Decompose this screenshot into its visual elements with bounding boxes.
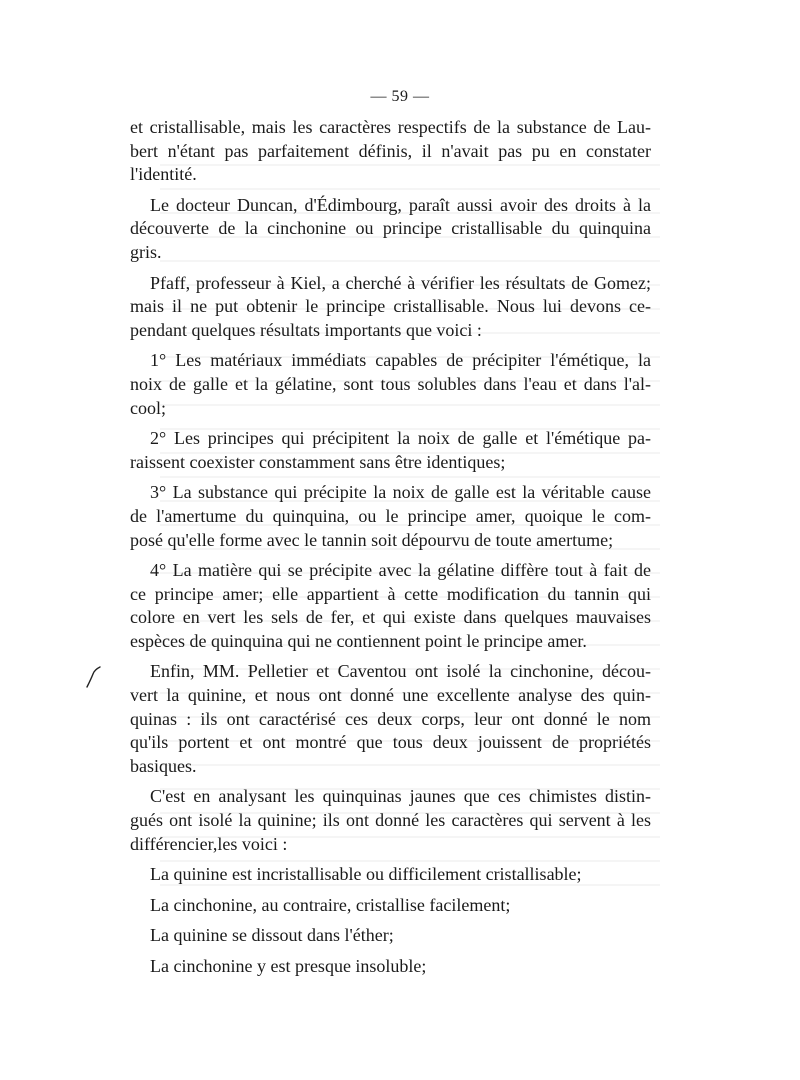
paragraph-gap	[130, 856, 651, 863]
text-line: 1° Les matériaux immédiats capables de précipiter l'émétique, la	[150, 350, 651, 371]
text-line: 4° La matière qui se précipite avec la gélatine diffère tout à fait de	[150, 560, 651, 581]
text-line: ce principe amer; elle appartient à cette modification du tannin qui	[130, 583, 651, 604]
text-line: bert n'étant pas parfaitement définis, il n'avait pas pu en constater	[130, 140, 651, 161]
text-line: qu'ils portent et ont montré que tous deux jouissent de propriétés	[130, 732, 651, 753]
paragraph	[130, 272, 651, 343]
text-line: 2° Les principes qui précipitent la noix de galle et l'émétique pa-	[150, 428, 651, 449]
text-line: La cinchonine y est presque insoluble;	[150, 956, 427, 976]
text-line: noix de galle et la gélatine, sont tous solubles dans l'eau et dans l'al-	[130, 373, 651, 394]
paragraph-gap	[130, 653, 651, 660]
text-line: quinas : ils ont caractérisé ces deux corps, leur ont donné le nom	[130, 708, 651, 729]
paragraph	[130, 924, 651, 948]
paragraph-gap	[130, 474, 651, 481]
paragraph-gap	[130, 265, 651, 272]
text-line: raissent coexister constamment sans être identiques;	[130, 451, 506, 472]
text-line: La quinine est incristallisable ou difficilement cristallisable;	[150, 864, 582, 885]
page-number: — 59 —	[370, 88, 430, 105]
text-line: vert la quinine, et nous ont donné une excellente analyse des quin-	[130, 685, 651, 706]
paragraph	[130, 955, 651, 979]
paragraph-gap	[130, 552, 651, 559]
paragraph	[130, 785, 651, 856]
paragraph	[130, 559, 651, 653]
text-line: différencier,les voici :	[130, 833, 288, 854]
text-line: espèces de quinquina qui ne contiennent point le principe amer.	[130, 630, 587, 651]
paragraph-gap	[130, 342, 651, 349]
paragraph-gap	[130, 948, 651, 955]
text-line: cool;	[130, 397, 166, 418]
paragraph	[130, 349, 651, 420]
text-line: basiques.	[130, 755, 197, 776]
text-line: Enfin, MM. Pelletier et Caventou ont isolé la cinchonine, décou-	[150, 661, 651, 682]
text-line: l'identité.	[130, 164, 197, 185]
text-line: découverte de la cinchonine ou principe cristallisable du quinquina	[130, 218, 651, 239]
text-line: gués ont isolé la quinine; ils ont donné les caractères qui servent à les	[130, 810, 651, 831]
text-line: posé qu'elle forme avec le tannin soit dépourvu de toute amertume;	[130, 529, 614, 550]
margin-mark-icon	[84, 665, 104, 689]
paragraph	[130, 116, 651, 187]
paragraph-gap	[130, 778, 651, 785]
paragraph	[130, 194, 651, 265]
text-line: La cinchonine, au contraire, cristallise facilement;	[150, 894, 511, 915]
text-line: mais il ne put obtenir le principe cristallisable. Nous lui devons ce-	[130, 296, 651, 317]
text-line: 3° La substance qui précipite la noix de galle est la véritable cause	[150, 482, 651, 503]
text-line: C'est en analysant les quinquinas jaunes que ces chimistes distin-	[150, 786, 651, 807]
text-line: La quinine se dissout dans l'éther;	[150, 925, 394, 946]
paragraph-gap	[130, 187, 651, 194]
paragraph-gap	[130, 917, 651, 924]
body-text	[130, 116, 651, 979]
paragraph	[130, 427, 651, 474]
paragraph	[130, 894, 651, 918]
text-line: et cristallisable, mais les caractères respectifs de la substance de Lau-	[130, 117, 651, 137]
text-line: Le docteur Duncan, d'Édimbourg, paraît aussi avoir des droits à la	[150, 194, 651, 215]
text-line: gris.	[130, 241, 162, 262]
paragraph-gap	[130, 420, 651, 427]
paragraph	[130, 863, 651, 887]
text-line: Pfaff, professeur à Kiel, a cherché à vérifier les résultats de Gomez;	[150, 272, 651, 293]
text-line: colore en vert les sels de fer, et qui existe dans quelques mauvaises	[130, 607, 651, 628]
text-line: de l'amertume du quinquina, ou le principe amer, quoique le com-	[130, 505, 651, 526]
paragraph-gap	[130, 887, 651, 894]
text-line: pendant quelques résultats importants que voici :	[130, 319, 482, 340]
paragraph	[130, 660, 651, 778]
paragraph	[130, 481, 651, 552]
